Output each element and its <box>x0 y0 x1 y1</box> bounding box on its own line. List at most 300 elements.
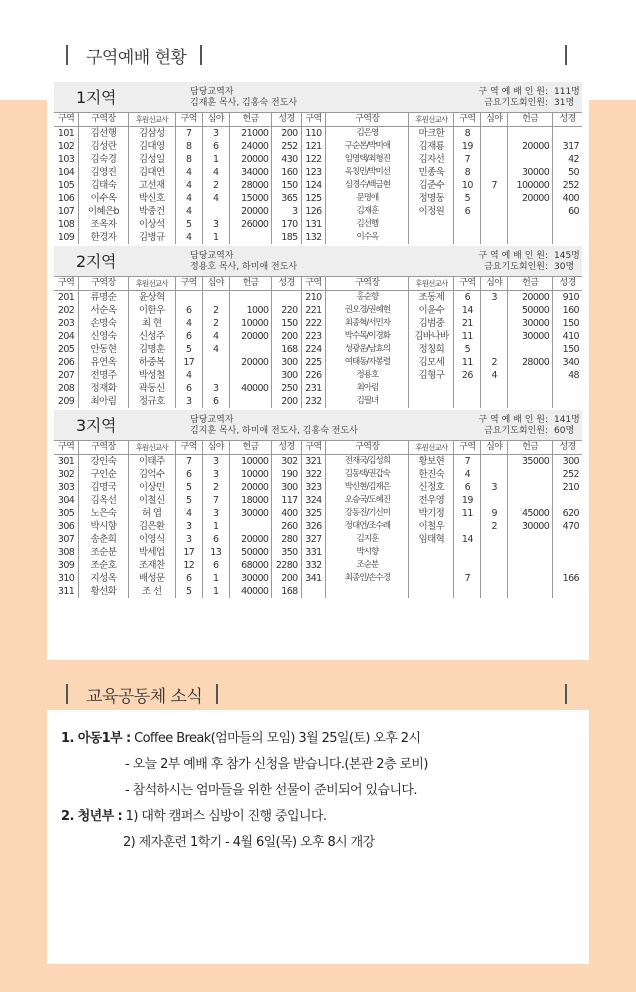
heading-bar <box>216 684 218 704</box>
table-cell: 6 <box>202 559 229 572</box>
prayer-value: 31명 <box>554 98 575 108</box>
table-cell: 김필녀 <box>326 395 409 408</box>
table-cell: 임명택/최형진 <box>326 153 409 166</box>
table-cell <box>508 468 553 481</box>
table-cell: 8 <box>454 127 481 141</box>
region-stats <box>462 415 582 437</box>
table-cell: 김병규 <box>128 231 175 244</box>
table-cell: 122 <box>301 153 326 166</box>
table-cell: 50000 <box>229 546 272 559</box>
table-cell: 40000 <box>229 585 272 598</box>
table-cell: 김동택/권갑숙 <box>326 468 409 481</box>
table-cell: 신정호 <box>409 481 454 494</box>
table-cell: 400 <box>272 507 301 520</box>
table-cell: 정재화 <box>79 382 128 395</box>
table-cell: 3 <box>175 395 202 408</box>
column-header: 헌금 <box>508 277 553 291</box>
table-cell: 4 <box>175 317 202 330</box>
table-cell: 19 <box>454 494 481 507</box>
table-cell: 구인순 <box>79 468 128 481</box>
table-cell: 260 <box>272 520 301 533</box>
table-cell <box>175 291 202 305</box>
table-cell: 7 <box>175 127 202 141</box>
table-cell <box>481 127 508 141</box>
table-cell: 권오경/권혜현 <box>326 304 409 317</box>
table-cell: 4 <box>175 192 202 205</box>
table-cell: 400 <box>553 192 582 205</box>
column-header: 구역장 <box>326 113 409 127</box>
region-table <box>54 276 582 408</box>
table-row <box>54 153 582 166</box>
column-header: 구역 <box>58 278 75 288</box>
table-cell <box>508 481 553 494</box>
table-cell: 12 <box>175 559 202 572</box>
prayer-value: 60명 <box>554 426 575 436</box>
table-cell: 48 <box>553 369 582 382</box>
table-cell <box>508 369 553 382</box>
table-cell: 1 <box>202 231 229 244</box>
table-row <box>54 192 582 205</box>
table-header-row <box>54 441 582 455</box>
table-cell: 200 <box>272 127 301 141</box>
table-cell: 325 <box>301 507 326 520</box>
table-cell: 4 <box>481 369 508 382</box>
table-cell <box>202 369 229 382</box>
table-cell: 4 <box>202 192 229 205</box>
table-cell: 4 <box>175 369 202 382</box>
table-cell: 강동진/기신미 <box>326 507 409 520</box>
region-name: 1지역 <box>76 88 117 107</box>
table-cell: 박성철 <box>128 369 175 382</box>
table-cell: 6 <box>454 205 481 218</box>
column-header: 구역 <box>454 277 481 291</box>
table-cell: 8 <box>454 166 481 179</box>
table-cell: 김은환 <box>128 520 175 533</box>
column-header: 헌금 <box>508 441 553 455</box>
table-cell: 7 <box>454 572 481 585</box>
table-cell: 200 <box>272 572 301 585</box>
table-cell: 17 <box>175 356 202 369</box>
table-row <box>54 382 582 395</box>
table-cell: 3 <box>272 205 301 218</box>
table-cell: 50000 <box>508 304 553 317</box>
column-header: 후원선교사 <box>128 113 175 127</box>
table-row <box>54 507 582 520</box>
table-cell <box>481 343 508 356</box>
table-cell: 이상민 <box>128 481 175 494</box>
table-cell <box>553 546 582 559</box>
table-cell: 김성란 <box>79 140 128 153</box>
region-header <box>54 410 582 440</box>
column-header: 구역 <box>175 277 202 291</box>
staff-label: 담당교역자 <box>190 415 234 425</box>
table-cell: 110 <box>301 127 326 141</box>
table-cell: 30000 <box>508 317 553 330</box>
prayer-row <box>462 426 582 437</box>
table-cell <box>229 520 272 533</box>
table-cell: 전명주 <box>79 369 128 382</box>
table-cell: 17 <box>175 546 202 559</box>
table-cell: 326 <box>301 520 326 533</box>
table-cell: 조재찬 <box>128 559 175 572</box>
column-header: 성경 <box>272 113 301 127</box>
table-cell: 210 <box>301 291 326 305</box>
table-cell: 2 <box>202 304 229 317</box>
table-cell: 166 <box>553 572 582 585</box>
table-cell: 307 <box>57 534 75 545</box>
table-cell: 322 <box>301 468 326 481</box>
table-cell: 910 <box>553 291 582 305</box>
region-stats <box>462 251 582 273</box>
table-cell: 20000 <box>508 140 553 153</box>
column-header: 심야 <box>202 441 229 455</box>
table-cell <box>508 127 553 141</box>
table-cell: 정용호 <box>326 369 409 382</box>
table-cell <box>454 585 481 598</box>
table-cell <box>508 218 553 231</box>
table-cell: 5 <box>454 192 481 205</box>
table-cell: 신성주 <box>128 330 175 343</box>
table-cell: 6 <box>175 330 202 343</box>
table-cell: 박중건 <box>128 205 175 218</box>
column-header: 심야 <box>481 277 508 291</box>
region-staff <box>190 87 462 109</box>
table-cell: 4 <box>202 166 229 179</box>
table-row <box>54 291 582 305</box>
table-cell: 곽동신 <box>128 382 175 395</box>
table-cell: 350 <box>272 546 301 559</box>
table-cell: 4 <box>175 231 202 244</box>
column-header: 심야 <box>202 277 229 291</box>
table-cell: 김형구 <box>409 369 454 382</box>
table-cell: 김재훈 <box>326 205 409 218</box>
table-cell: 68000 <box>229 559 272 572</box>
table-row <box>54 166 582 179</box>
table-cell <box>553 127 582 141</box>
table-cell: 김범중 <box>409 317 454 330</box>
staff-label: 담당교역자 <box>190 87 234 97</box>
table-cell: 327 <box>301 533 326 546</box>
table-cell: 40000 <box>229 382 272 395</box>
table-cell: 이영식 <box>128 533 175 546</box>
region-staff <box>190 415 462 437</box>
table-cell <box>409 585 454 598</box>
table-cell <box>508 585 553 598</box>
table-cell: 최아림 <box>79 395 128 408</box>
table-cell: 35000 <box>508 455 553 469</box>
table-cell: 박수목/이경화 <box>326 330 409 343</box>
column-header: 심야 <box>481 113 508 127</box>
attend-row <box>462 87 582 98</box>
table-cell: 300 <box>272 369 301 382</box>
table-row <box>54 205 582 218</box>
table-cell <box>508 572 553 585</box>
table-cell: 황보현 <box>409 455 454 469</box>
table-cell: 222 <box>301 317 326 330</box>
table-cell <box>481 304 508 317</box>
table-cell: 황선화 <box>79 585 128 598</box>
heading-bar <box>66 684 68 704</box>
table-cell: 168 <box>272 343 301 356</box>
table-cell <box>481 166 508 179</box>
table-cell: 306 <box>57 521 75 532</box>
table-cell: 20000 <box>229 153 272 166</box>
table-cell: 21 <box>454 317 481 330</box>
section-title: 교육공동체 소식 <box>86 686 203 707</box>
table-cell: 332 <box>301 559 326 572</box>
table-cell: 308 <box>57 547 75 558</box>
table-cell: 20000 <box>229 356 272 369</box>
table-cell: 최종인/손수경 <box>326 572 409 585</box>
table-cell: 109 <box>57 232 75 243</box>
table-cell: 박기정 <box>409 507 454 520</box>
table-cell <box>508 533 553 546</box>
table-cell: 김영진 <box>79 166 128 179</box>
column-header: 헌금 <box>229 441 272 455</box>
table-cell: 이수옥 <box>79 192 128 205</box>
table-cell: 박시향 <box>79 520 128 533</box>
table-cell: 410 <box>553 330 582 343</box>
table-cell <box>481 317 508 330</box>
table-cell: 하중복 <box>128 356 175 369</box>
table-cell: 4 <box>175 205 202 218</box>
table-cell: 허 엽 <box>128 507 175 520</box>
table-cell: 304 <box>57 495 75 506</box>
region-header <box>54 82 582 112</box>
table-cell <box>553 559 582 572</box>
table-cell <box>553 231 582 244</box>
table-cell: 3 <box>175 533 202 546</box>
table-cell: 홍순향 <box>326 291 409 305</box>
table-cell: 3 <box>481 291 508 305</box>
table-cell: 김선행 <box>79 127 128 141</box>
table-cell: 11 <box>454 330 481 343</box>
table-cell: 10000 <box>229 468 272 481</box>
table-cell: 4 <box>175 179 202 192</box>
column-header: 성경 <box>272 277 301 291</box>
table-cell <box>454 231 481 244</box>
table-cell <box>481 231 508 244</box>
table-cell: 60 <box>553 205 582 218</box>
table-cell: 302 <box>57 469 75 480</box>
table-cell: 221 <box>301 304 326 317</box>
table-row <box>54 533 582 546</box>
table-cell: 조 선 <box>128 585 175 598</box>
table-cell: 배성문 <box>128 572 175 585</box>
table-cell <box>409 382 454 395</box>
table-cell: 이수옥 <box>326 231 409 244</box>
table-cell: 박시향 <box>326 546 409 559</box>
table-cell: 신영숙 <box>79 330 128 343</box>
prayer-label: 금요기도회인원: <box>484 98 548 108</box>
table-cell <box>481 330 508 343</box>
column-header: 구역 <box>175 113 202 127</box>
table-cell <box>454 395 481 408</box>
prayer-label: 금요기도회인원: <box>484 426 548 436</box>
table-cell <box>481 572 508 585</box>
table-cell: 10000 <box>229 317 272 330</box>
table-cell: 안동현 <box>79 343 128 356</box>
table-cell <box>301 585 326 598</box>
region-staff <box>190 251 462 273</box>
table-cell: 206 <box>57 357 75 368</box>
table-cell: 6 <box>175 304 202 317</box>
prayer-label: 금요기도회인원: <box>484 262 548 272</box>
table-cell: 14 <box>454 304 481 317</box>
table-cell: 이태주 <box>128 455 175 469</box>
table-cell: 231 <box>301 382 326 395</box>
table-cell: 301 <box>57 456 75 467</box>
table-cell: 1000 <box>229 304 272 317</box>
table-cell <box>409 559 454 572</box>
table-cell: 6 <box>175 382 202 395</box>
table-cell: 34000 <box>229 166 272 179</box>
table-row <box>54 468 582 481</box>
table-cell: 104 <box>57 167 75 178</box>
table-cell: 150 <box>553 317 582 330</box>
table-cell: 4 <box>202 343 229 356</box>
table-row <box>54 572 582 585</box>
table-cell: 365 <box>272 192 301 205</box>
table-cell: 2 <box>202 179 229 192</box>
table-row <box>54 231 582 244</box>
table-cell: 8 <box>175 153 202 166</box>
staff-names: 김재훈 목사, 김홍숙 전도사 <box>190 98 298 108</box>
table-cell <box>481 395 508 408</box>
attend-label: 구 역 예 배 인 원: <box>478 251 548 261</box>
table-cell: 김숙경 <box>79 153 128 166</box>
table-row <box>54 317 582 330</box>
table-cell: 20000 <box>508 192 553 205</box>
news-item-1 <box>61 726 575 752</box>
table-cell: 470 <box>553 520 582 533</box>
table-cell: 303 <box>57 482 75 493</box>
table-cell: 김대연 <box>128 166 175 179</box>
news-item-2-label: 2. 청년부 : <box>61 809 123 824</box>
table-cell: 조순호 <box>79 559 128 572</box>
table-cell: 324 <box>301 494 326 507</box>
column-header: 구역장 <box>326 441 409 455</box>
column-header: 구역 <box>58 114 75 124</box>
table-cell: 문명애 <box>326 192 409 205</box>
table-cell <box>409 395 454 408</box>
table-cell <box>272 291 301 305</box>
table-cell: 108 <box>57 219 75 230</box>
table-cell: 13 <box>202 546 229 559</box>
table-header-row <box>54 113 582 127</box>
section-heading-education <box>66 680 218 708</box>
table-cell: 5 <box>175 585 202 598</box>
region-block <box>54 82 582 244</box>
table-cell: 203 <box>57 318 75 329</box>
table-cell: 전재국/김성희 <box>326 455 409 469</box>
table-cell: 5 <box>175 481 202 494</box>
table-cell: 정대언/조수례 <box>326 520 409 533</box>
table-cell: 박신호 <box>128 192 175 205</box>
section-title: 구역예배 현황 <box>86 47 187 68</box>
table-cell: 103 <box>57 154 75 165</box>
table-cell: 조옥자 <box>79 218 128 231</box>
table-cell: 321 <box>301 455 326 469</box>
table-cell: 20000 <box>229 533 272 546</box>
table-cell: 정칭희 <box>409 343 454 356</box>
table-cell: 102 <box>57 141 75 152</box>
table-cell: 117 <box>272 494 301 507</box>
table-cell: 6 <box>175 572 202 585</box>
table-cell: 6 <box>202 140 229 153</box>
table-cell: 이철우 <box>409 520 454 533</box>
attend-label: 구 역 예 배 인 원: <box>478 87 548 97</box>
table-cell: 30000 <box>229 507 272 520</box>
region-block <box>54 246 582 408</box>
table-cell <box>229 231 272 244</box>
table-cell: 123 <box>301 166 326 179</box>
column-header: 성경 <box>553 113 582 127</box>
table-cell: 김지훈 <box>326 533 409 546</box>
table-cell <box>229 395 272 408</box>
table-cell: 이한우 <box>128 304 175 317</box>
table-cell <box>508 395 553 408</box>
table-cell: 4 <box>175 507 202 520</box>
table-cell: 45000 <box>508 507 553 520</box>
table-cell: 160 <box>553 304 582 317</box>
table-cell: 강인숙 <box>79 455 128 469</box>
attend-value: 111명 <box>554 87 580 97</box>
table-cell: 김성일 <box>128 153 175 166</box>
table-cell: 김명훈 <box>128 343 175 356</box>
table-cell: 10 <box>454 179 481 192</box>
region-table <box>54 440 582 598</box>
column-header: 구역장 <box>326 277 409 291</box>
table-cell <box>326 585 409 598</box>
table-cell: 7 <box>202 494 229 507</box>
news-item-1-text: Coffee Break(엄마들의 모임) 3월 25일(토) 오후 2시 <box>130 731 421 746</box>
table-cell: 30000 <box>508 520 553 533</box>
table-cell: 옥칭민/박미선 <box>326 166 409 179</box>
table-cell: 6 <box>454 291 481 305</box>
table-cell: 정명동 <box>409 192 454 205</box>
table-cell <box>454 218 481 231</box>
table-cell <box>508 343 553 356</box>
column-header: 심야 <box>481 441 508 455</box>
table-cell: 340 <box>553 356 582 369</box>
table-cell: 15000 <box>229 192 272 205</box>
table-cell: 252 <box>553 468 582 481</box>
table-cell <box>481 192 508 205</box>
table-cell <box>553 585 582 598</box>
column-header: 후원선교사 <box>128 277 175 291</box>
staff-names: 정용호 목사, 하미애 전도사 <box>190 262 298 272</box>
column-header: 구역장 <box>79 277 128 291</box>
table-cell: 300 <box>272 356 301 369</box>
table-cell: 190 <box>272 468 301 481</box>
education-news-card <box>47 710 589 964</box>
news-item-1-sub2: - 참석하시는 엄마들을 위한 선물이 준비되어 있습니다. <box>125 783 417 798</box>
table-row <box>54 546 582 559</box>
table-cell: 이철신 <box>128 494 175 507</box>
table-cell <box>553 533 582 546</box>
table-cell: 3 <box>202 468 229 481</box>
news-item-1-label: 1. 아동1부 : <box>61 731 131 746</box>
column-header: 후원선교사 <box>409 441 454 455</box>
table-cell: 208 <box>57 383 75 394</box>
table-row <box>54 559 582 572</box>
table-cell <box>508 231 553 244</box>
column-header: 헌금 <box>229 113 272 127</box>
table-cell: 125 <box>301 192 326 205</box>
table-cell: 김선행 <box>326 218 409 231</box>
table-cell: 170 <box>272 218 301 231</box>
